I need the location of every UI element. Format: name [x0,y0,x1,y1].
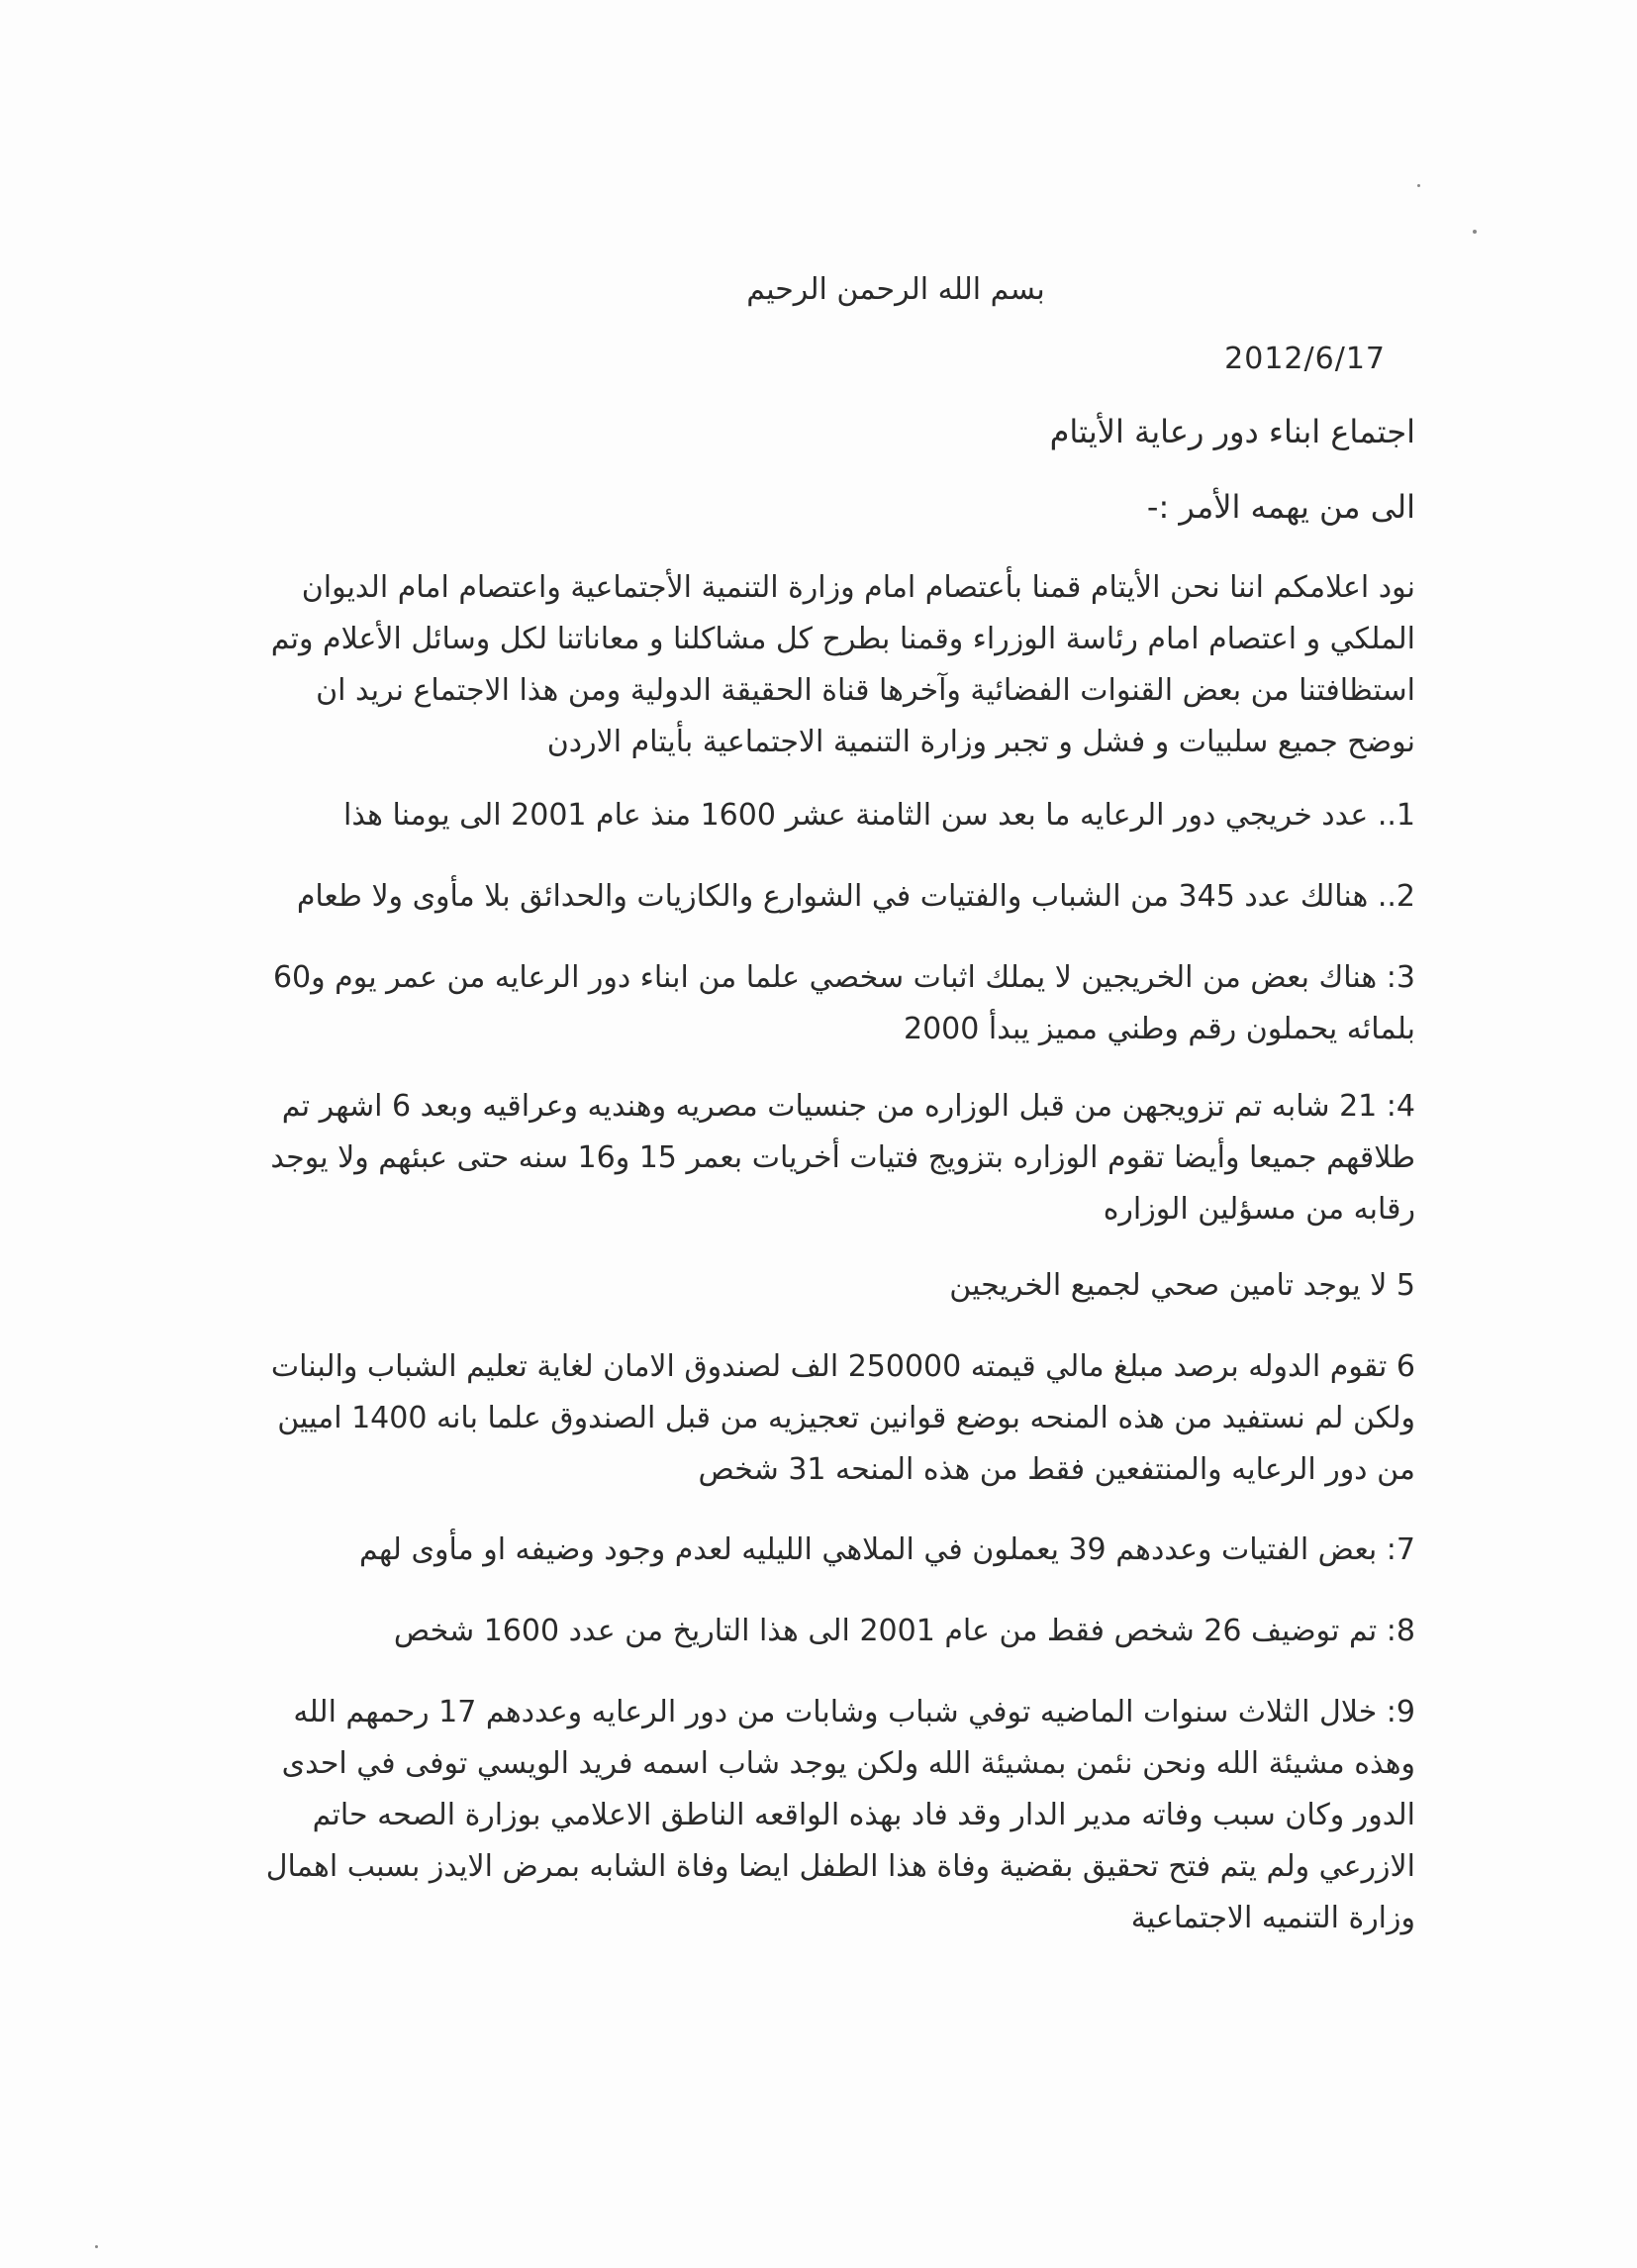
point-item: 8: تم توضيف 26 شخص فقط من عام 2001 الى هذا التاريخ من عدد 1600 شخص [393,1614,1415,1648]
point-item: 6 تقوم الدوله برصد مبلغ مالي قيمته 250000 الف لصندوق الامان لغاية تعليم الشباب والبنات ولكن لم نستفيد من هذه المنحه بوضع قوانين تعجيزيه من قبل الصندوق علما بانه 1400 اميين من دور الرعايه والمنتفعين فقط من هذه المنحه 31 شخص [270,1349,1415,1487]
point-item: 3: هناك بعض من الخريجين لا يملك اثبات سخصي علما من ابناء دور الرعايه من عمر يوم و60 بلمائه يحملون رقم وطني مميز يبدأ 2000 [272,960,1415,1046]
scan-speck [1473,230,1477,234]
letter-salutation: الى من يهمه الأمر :- [1146,488,1415,526]
scan-speck [95,2245,98,2248]
point-item: 4: 21 شابه تم تزويجهن من قبل الوزاره من جنسيات مصريه وهنديه وعراقيه وبعد 6 اشهر تم طلاقهم جميعا وأيضا تقوم الوزاره بتزويج فتيات أخريات بعمر 15 و16 سنه حتى عبئهم ولا يوجد رقابه من مسؤلين الوزاره [270,1089,1415,1227]
point-item: 9: خلال الثلاث سنوات الماضيه توفي شباب وشابات من دور الرعايه وعددهم 17 رحمهم الله وهذه مشيئة الله ونحن نئمن بمشيئة الله ولكن يوجد شاب اسمه فريد الويسي توفى في احدى الدور وكان سبب وفاته مدير الدار وقد فاد بهذه الواقعه الناطق الاعلامي بوزارة الصحه حاتم الازرعي ولم يتم فتح تحقيق بقضية وفاة هذا الطفل ايضا وفاة الشابه بمرض الايدز بسبب اهمال وزارة التنميه الاجتماعية [265,1695,1415,1935]
intro-paragraph: نود اعلامكم اننا نحن الأيتام قمنا بأعتصام امام وزارة التنمية الأجتماعية واعتصام امام الديوان الملكي و اعتصام امام رئاسة الوزراء وقمنا بطرح كل مشاكلنا و معاناتنا لكل وسائل الأعلام وتم استظافتنا من بعض القنوات الفضائية وآخرها قناة الحقيقة الدولية ومن هذا الاجتماع نريد ان نوضح جميع سلبيات و فشل و تجبر وزارة التنمية الاجتماعية بأيتام الاردن [270,570,1415,759]
letter-subject: اجتماع ابناء دور رعاية الأيتام [1049,413,1415,450]
basmala-heading: بسم الله الرحمن الرحيم [746,272,1045,307]
point-item: 2.. هنالك عدد 345 من الشباب والفتيات في الشوارع والكازيات والحدائق بلا مأوى ولا طعام [296,879,1415,914]
scan-speck [1417,184,1420,187]
point-item: 5 لا يوجد تامين صحي لجميع الخريجين [949,1268,1415,1303]
point-item: 1.. عدد خريجي دور الرعايه ما بعد سن الثامنة عشر 1600 منذ عام 2001 الى يومنا هذا [343,798,1415,833]
letter-date: 2012/6/17 [1224,342,1386,376]
point-item: 7: بعض الفتيات وعددهم 39 يعملون في الملاهي الليليه لعدم وجود وضيفه او مأوى لهم [359,1532,1415,1567]
